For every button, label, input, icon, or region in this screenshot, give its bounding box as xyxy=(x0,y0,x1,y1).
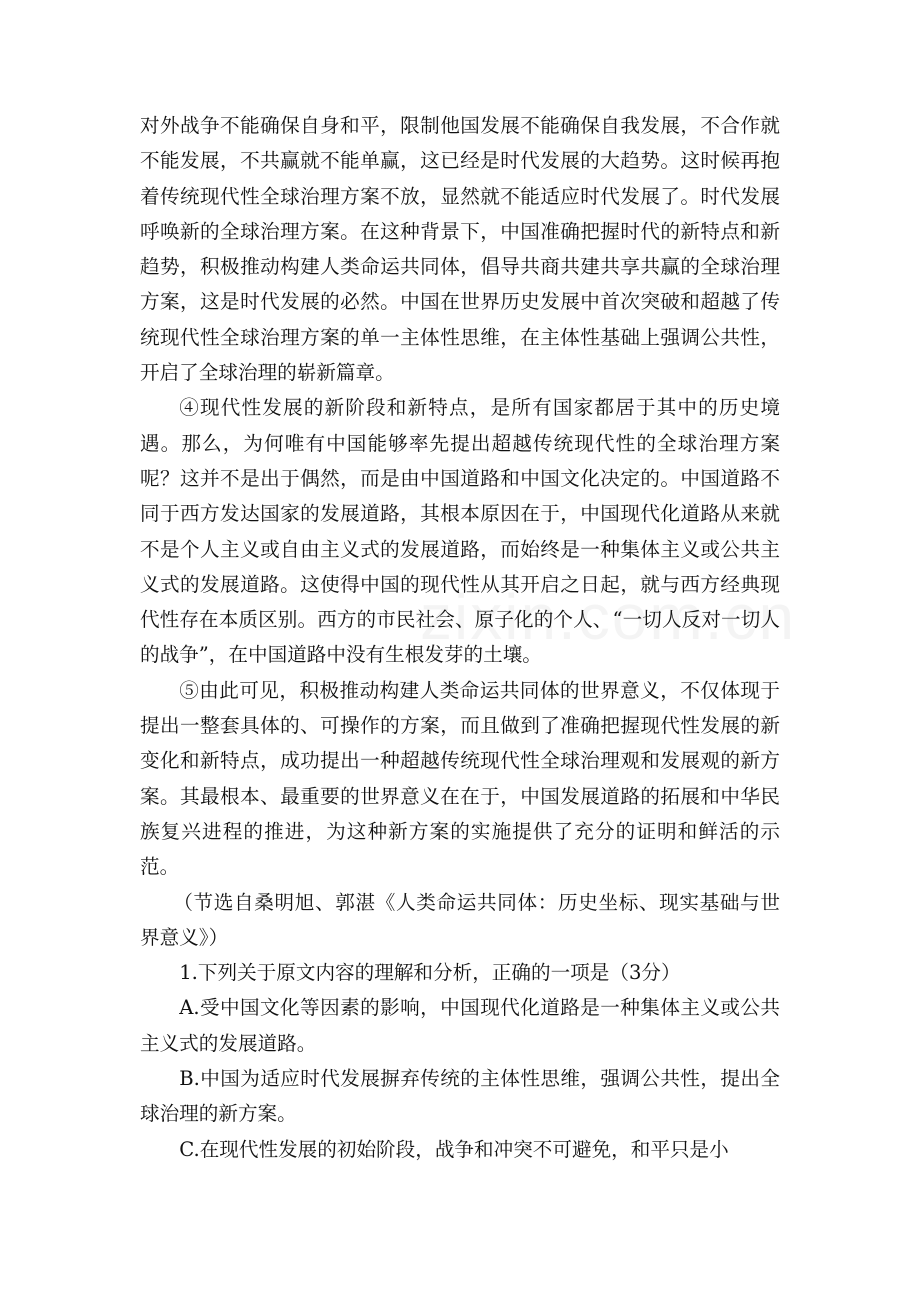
option-a: A.受中国文化等因素的影响，中国现代化道路是一种集体主义或公共主义式的发展道路。 xyxy=(140,996,780,1055)
option-c: C.在现代性发展的初始阶段，战争和冲突不可避免，和平只是小 xyxy=(179,1137,729,1161)
document-body xyxy=(140,108,780,1167)
paragraph-continued: 对外战争不能确保自身和平，限制他国发展不能确保自我发展，不合作就不能发展，不共赢就不能单赢，这已经是时代发展的大趋势。这时候再抱着传统现代性全球治理方案不放，显然就不能适应时代发展了。时代发展呼唤新的全球治理方案。在这种背景下，中国准确把握时代的新特点和新趋势，积极推动构建人类命运共同体，倡导共商共建共享共赢的全球治理方案，这是时代发展的必然。中国在世界历史发展中首次突破和超越了传统现代性全球治理方案的单一主体性思维，在主体性基础上强调公共性，开启了全球治理的崭新篇章。 xyxy=(140,114,780,385)
question-stem: 1.下列关于原文内容的理解和分析，正确的一项是（3分） xyxy=(179,961,681,985)
paragraph-4: ④现代性发展的新阶段和新特点，是所有国家都居于其中的历史境遇。那么，为何唯有中国能够率先提出超越传统现代性的全球治理方案呢？这并不是出于偶然，而是由中国道路和中国文化决定的。中国道路不同于西方发达国家的发展道路，其根本原因在于，中国现代化道路从来就不是个人主义或自由主义式的发展道路，而始终是一种集体主义或公共主义式的发展道路。这使得中国的现代性从其开启之日起，就与西方经典现代性存在本质区别。西方的市民社会、原子化的个人、“一切人反对一切人的战争”，在中国道路中没有生根发芽的土壤。 xyxy=(140,396,780,667)
source-citation: （节选自桑明旭、郭湛《人类命运共同体：历史坐标、现实基础与世界意义》） xyxy=(140,890,780,949)
paragraph-5: ⑤由此可见，积极推动构建人类命运共同体的世界意义，不仅体现于提出一整套具体的、可操作的方案，而且做到了准确把握现代性发展的新变化和新特点，成功提出一种超越传统现代性全球治理观和发展观的新方案。其最根本、最重要的世界意义在在于，中国发展道路的拓展和中华民族复兴进程的推进，为这种新方案的实施提供了充分的证明和鲜活的示范。 xyxy=(140,678,780,879)
option-b: B.中国为适应时代发展摒弃传统的主体性思维，强调公共性，提出全球治理的新方案。 xyxy=(140,1067,780,1126)
